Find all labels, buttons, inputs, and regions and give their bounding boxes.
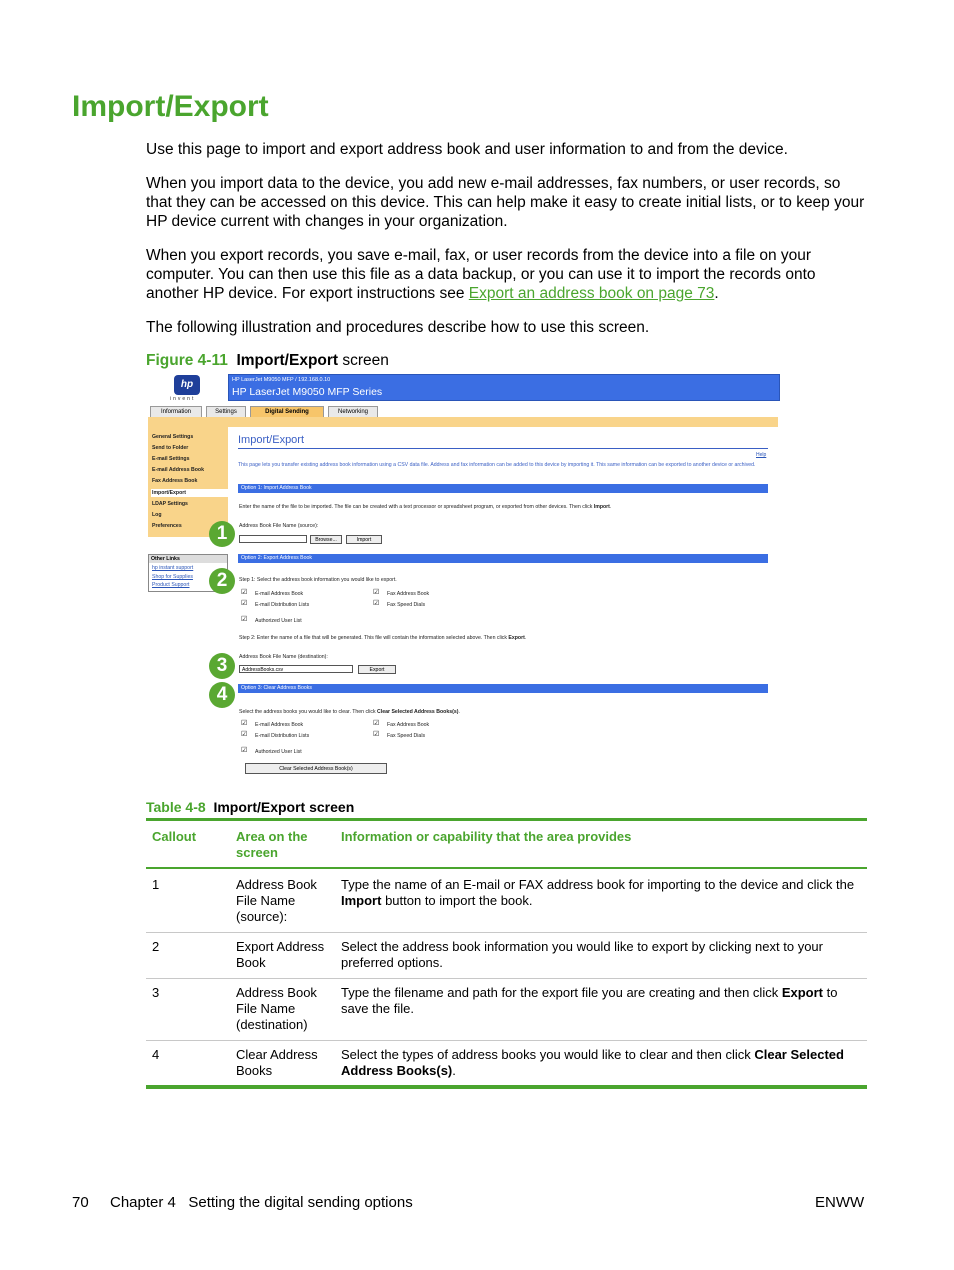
- tab-settings[interactable]: Settings: [206, 406, 246, 418]
- checkbox-export-email-distribution-lists[interactable]: ☑: [241, 600, 248, 607]
- export-paragraph: When you export records, you save e-mail, fax, or user records from the device into a file on your computer. You can then use this file as a data backup, or you can use it to import the records onto another HP device. For export instructions see Export an address book on page 73.: [146, 247, 816, 302]
- checkbox-label: Fax Speed Dials: [387, 602, 426, 608]
- tab-information[interactable]: Information: [150, 406, 202, 418]
- illustration-paragraph: The following illustration and procedures describe how to use this screen.: [146, 319, 650, 336]
- row-info: Select the types of address books you would like to clear and then click Clear Selected Address Books(s).: [341, 1047, 844, 1078]
- table-top-rule: [146, 818, 867, 821]
- sidebar-item-email-address-book[interactable]: E-mail Address Book: [152, 467, 204, 473]
- device-name: HP LaserJet M9050 MFP Series: [232, 386, 383, 398]
- checkbox-label: Authorized User List: [255, 749, 302, 755]
- sidebar: [148, 427, 228, 537]
- row-info: Type the name of an E-mail or FAX address book for importing to the device and click the Import button to import the book.: [341, 877, 855, 908]
- option-3-bar: Option 3: Clear Address Books: [238, 684, 768, 693]
- tab-digital-sending[interactable]: Digital Sending: [250, 406, 324, 418]
- row-divider: [146, 1040, 867, 1041]
- sidebar-item-general-settings[interactable]: General Settings: [152, 434, 194, 440]
- row-divider: [146, 978, 867, 979]
- header-information: Information or capability that the area provides: [341, 829, 632, 844]
- sidebar-item-email-settings[interactable]: E-mail Settings: [152, 456, 190, 462]
- sidebar-item-preferences[interactable]: Preferences: [152, 523, 182, 529]
- link-product-support[interactable]: Product Support: [152, 582, 190, 588]
- checkbox-label: E-mail Distribution Lists: [255, 602, 310, 608]
- source-label: Address Book File Name (source):: [239, 523, 319, 529]
- sidebar-item-send-to-folder[interactable]: Send to Folder: [152, 445, 189, 451]
- table-bottom-rule: [146, 1085, 867, 1089]
- export-step-1: Step 1: Select the address book information you would like to export.: [239, 577, 397, 583]
- checkbox-clear-email-distribution-lists[interactable]: ☑: [241, 731, 248, 738]
- chapter-title: Chapter 4 Setting the digital sending options: [110, 1194, 413, 1211]
- checkbox-label: E-mail Address Book: [255, 591, 304, 597]
- hp-logo: hp: [174, 375, 200, 395]
- source-file-input[interactable]: [239, 535, 307, 543]
- checkbox-clear-fax-speed-dials[interactable]: ☑: [373, 731, 380, 738]
- screen-description: This page lets you transfer existing address book information using a CSV data file. Address and fax information can be added to this device by importing it. This same information can be exported to another device or archived.: [238, 462, 756, 468]
- device-banner: [228, 374, 780, 401]
- figure-caption: Figure 4-11 Import/Export screen: [146, 352, 389, 369]
- checkbox-label: Fax Speed Dials: [387, 733, 426, 739]
- hp-logo-tagline: invent: [170, 396, 196, 402]
- title-rule: [238, 448, 768, 449]
- row-callout: 2: [152, 939, 160, 954]
- checkbox-clear-email-address-book[interactable]: ☑: [241, 720, 248, 727]
- link-hp-instant-support[interactable]: hp instant support: [152, 565, 194, 571]
- tab-underline: [148, 417, 778, 427]
- option-1-instructions: Enter the name of the file to be imported. The file can be created with a text processor or spreadsheet program, or exported from other devices. Then click Import.: [239, 504, 612, 510]
- destination-file-input[interactable]: AddressBooks.csv: [239, 665, 353, 673]
- link-shop-for-supplies[interactable]: Shop for Supplies: [152, 574, 193, 580]
- option-1-bar: Option 1: Import Address Book: [238, 484, 768, 493]
- row-area: Address Book File Name (source):: [236, 877, 317, 924]
- sidebar-item-log[interactable]: Log: [152, 512, 162, 518]
- header-rule: [146, 867, 867, 869]
- page-number: 70: [72, 1194, 89, 1211]
- import-paragraph: When you import data to the device, you add new e-mail addresses, fax numbers, or user records, so that they can be accessed on this device. This can help make it easy to create initial lists, or to keep your HP device current with changes in your organization.: [146, 175, 865, 230]
- row-info: Select the address book information you would like to export by clicking next to your preferred options.: [341, 939, 823, 970]
- checkbox-label: Fax Address Book: [387, 591, 430, 597]
- callout-4-badge: 4: [209, 682, 235, 708]
- checkbox-export-fax-speed-dials[interactable]: ☑: [373, 600, 380, 607]
- row-callout: 4: [152, 1047, 160, 1062]
- checkbox-label: Fax Address Book: [387, 722, 430, 728]
- intro-paragraph: Use this page to import and export address book and user information to and from the device.: [146, 141, 788, 158]
- checkbox-export-fax-address-book[interactable]: ☑: [373, 589, 380, 596]
- row-divider: [146, 932, 867, 933]
- browse-button[interactable]: Browse...: [310, 535, 342, 544]
- clear-selected-button[interactable]: Clear Selected Address Book(s): [245, 763, 387, 774]
- sidebar-item-import-export[interactable]: Import/Export: [152, 490, 187, 496]
- clear-instructions: Select the address books you would like to clear. Then click Clear Selected Address Books(s).: [239, 709, 460, 715]
- row-area: Address Book File Name (destination): [236, 985, 317, 1032]
- sidebar-item-fax-address-book[interactable]: Fax Address Book: [152, 478, 198, 484]
- screen-title: Import/Export: [238, 434, 305, 446]
- row-callout: 3: [152, 985, 160, 1000]
- sidebar-item-ldap-settings[interactable]: LDAP Settings: [152, 501, 188, 507]
- other-links-title: Other Links: [149, 555, 227, 563]
- export-address-book-link[interactable]: Export an address book on page 73: [468, 285, 715, 302]
- callout-2-badge: 2: [209, 568, 235, 594]
- row-area: Clear Address Books: [236, 1047, 318, 1078]
- header-area: Area on the screen: [236, 829, 308, 860]
- page-heading: Import/Export: [72, 90, 269, 123]
- import-button[interactable]: Import: [346, 535, 382, 544]
- footer-right: ENWW: [815, 1194, 865, 1211]
- row-area: Export Address Book: [236, 939, 325, 970]
- table-caption: Table 4-8 Import/Export screen: [146, 799, 355, 815]
- row-callout: 1: [152, 877, 160, 892]
- callout-1-badge: 1: [209, 521, 235, 547]
- checkbox-clear-authorized-user-list[interactable]: ☑: [241, 747, 248, 754]
- export-step-2: Step 2: Enter the name of a file that will be generated. This file will contain the information selected above. Then click Export.: [239, 635, 527, 641]
- checkbox-label: E-mail Address Book: [255, 722, 304, 728]
- checkbox-export-authorized-user-list[interactable]: ☑: [241, 616, 248, 623]
- callout-3-badge: 3: [209, 653, 235, 679]
- import-export-screenshot: [146, 370, 780, 780]
- checkbox-clear-fax-address-book[interactable]: ☑: [373, 720, 380, 727]
- checkbox-label: Authorized User List: [255, 618, 302, 624]
- help-link[interactable]: Help: [756, 452, 767, 458]
- export-button[interactable]: Export: [358, 665, 396, 674]
- row-info: Type the filename and path for the export file you are creating and then click Export to save the file.: [341, 985, 838, 1016]
- checkbox-export-email-address-book[interactable]: ☑: [241, 589, 248, 596]
- tab-networking[interactable]: Networking: [328, 406, 378, 418]
- checkbox-label: E-mail Distribution Lists: [255, 733, 310, 739]
- destination-label: Address Book File Name (destination):: [239, 654, 328, 660]
- device-address: HP LaserJet M9050 MFP / 192.168.0.10: [232, 377, 331, 383]
- header-callout: Callout: [152, 829, 197, 844]
- option-2-bar: Option 2: Export Address Book: [238, 554, 768, 563]
